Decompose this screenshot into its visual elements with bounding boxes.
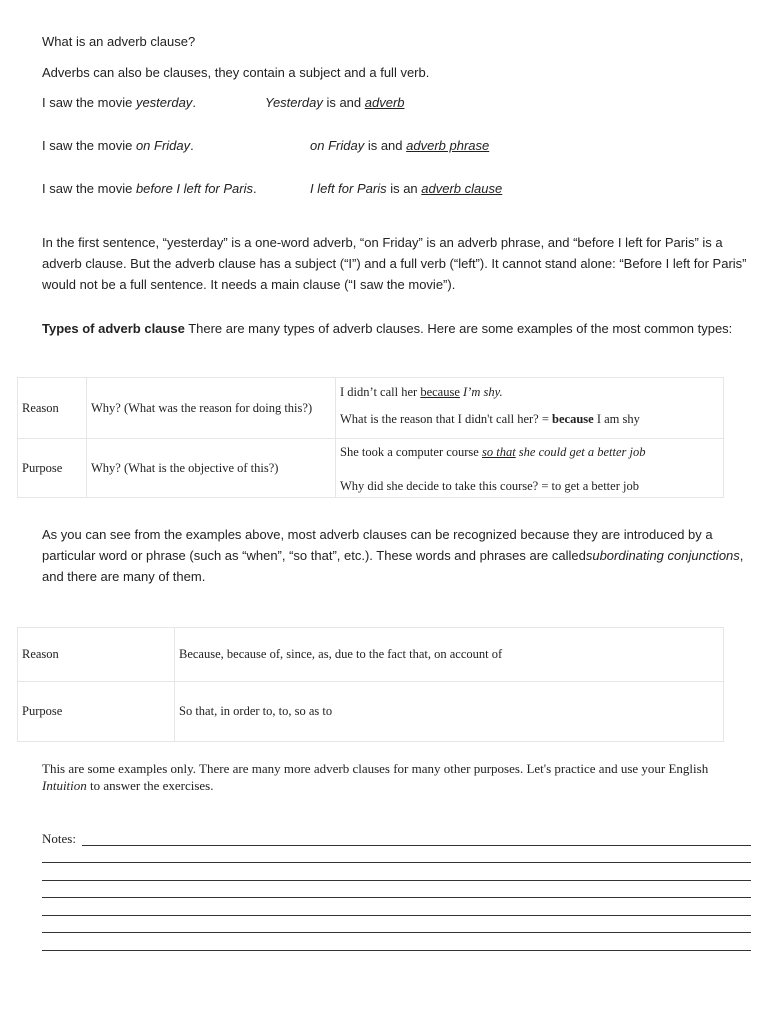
type-cell: Reason [18,628,175,682]
example-cell: She took a computer course so that she could get a better job Why did she decide to take this course? = to get a better job [336,439,724,498]
conjunctions-cell: So that, in order to, to, so as to [175,682,724,742]
example-sentence-1: I saw the movie yesterday. [42,95,196,110]
example-label-1: Yesterday is and adverb [265,95,405,110]
types-paragraph: Types of adverb clause There are many types of adverb clauses. Here are some examples of the most common types: [42,321,733,336]
notes-line [42,862,751,863]
example-cell: I didn’t call her because I’m shy. What is the reason that I didn't call her? = because I am shy [336,378,724,439]
question-cell: Why? (What was the reason for doing this?) [87,378,336,439]
notes-line [82,845,751,846]
notes-line [42,880,751,881]
question-cell: Why? (What is the objective of this?) [87,439,336,498]
table-row [18,682,724,742]
table-row [18,439,724,498]
conjunctions-table [17,627,724,742]
notes-label: Notes: [42,831,76,846]
type-cell: Purpose [18,682,175,742]
clause-types-table [17,377,724,498]
closing-paragraph: This are some examples only. There are many more adverb clauses for many other purposes. Let's practice and use your English Intuition to answer the exercises. [42,761,709,793]
notes-line [42,932,751,933]
example-label-3: I left for Paris is an adverb clause [310,181,503,196]
table-row [18,628,724,682]
page-heading: What is an adverb clause? [42,34,196,49]
conjunctions-cell: Because, because of, since, as, due to the fact that, on account of [175,628,724,682]
intro-text: Adverbs can also be clauses, they contain a subject and a full verb. [42,65,430,80]
type-cell: Reason [18,378,87,439]
table-row [18,378,724,439]
notes-line [42,897,751,898]
example-sentence-2: I saw the movie on Friday. [42,138,194,153]
explanation-paragraph: In the first sentence, “yesterday” is a one-word adverb, “on Friday” is an adverb phrase, and “before I left for Paris” is a adverb clause. But the adverb clause has a subject (“I”) and a full verb (“left”). It cannot stand alone: “Before I left for Paris” would not be a full sentence. It needs a main clause (“I saw the movie”). [42,235,747,292]
conjunction-paragraph: As you can see from the examples above, most adverb clauses can be recognized because they are introduced by a particular word or phrase (such as “when”, “so that”, etc.). These words and phrases are calledsubordinating conjunctions, and there are many of them. [42,527,744,584]
example-label-2: on Friday is and adverb phrase [310,138,490,153]
example-sentence-3: I saw the movie before I left for Paris. [42,181,257,196]
notes-line [42,950,751,951]
notes-line [42,915,751,916]
type-cell: Purpose [18,439,87,498]
